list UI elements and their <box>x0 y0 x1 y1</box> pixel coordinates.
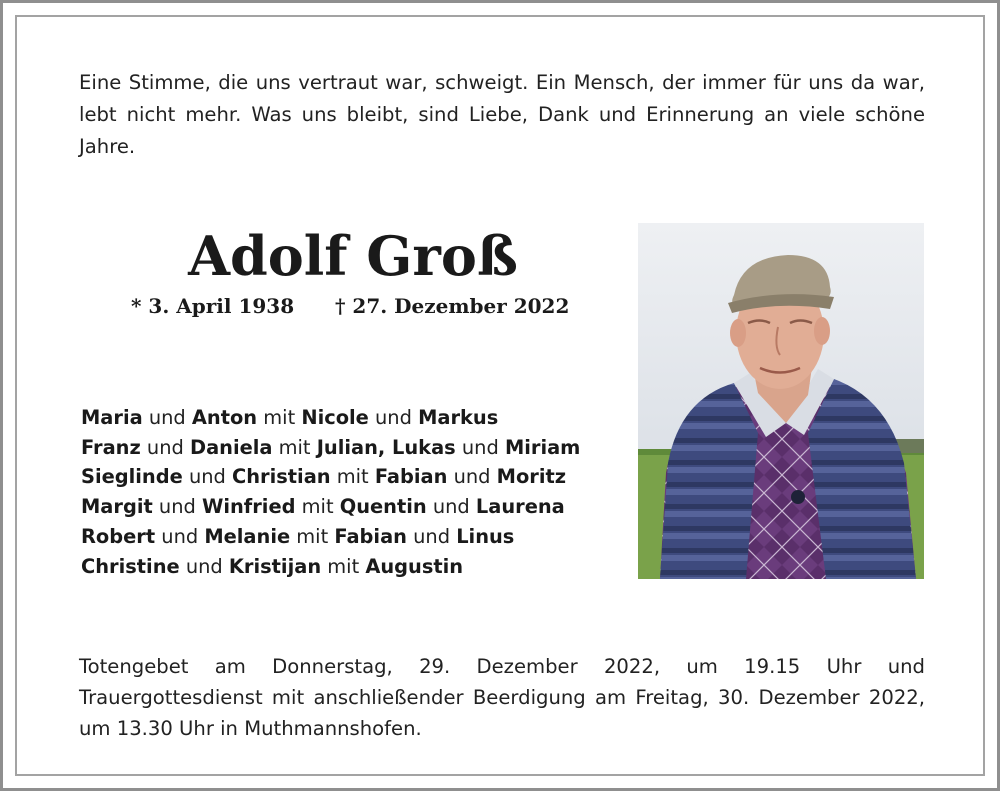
family-name: Augustin <box>365 554 464 578</box>
obituary-card <box>3 3 997 788</box>
family-name: Moritz <box>496 465 567 489</box>
deceased-name: Adolf Groß <box>188 224 518 288</box>
family-connector: und <box>368 406 419 429</box>
family-connector: mit <box>257 406 302 429</box>
family-connector: und <box>140 435 190 459</box>
family-name: Winfried <box>201 495 296 519</box>
family-name: Robert <box>81 524 156 548</box>
family-list <box>81 403 621 581</box>
family-name: Fabian <box>334 524 407 548</box>
family-name: Daniela <box>189 435 273 459</box>
family-connector: und <box>455 435 505 459</box>
family-connector: mit <box>290 524 335 548</box>
family-connector: mit <box>295 495 340 519</box>
family-row <box>81 462 621 492</box>
family-connector: und <box>447 465 497 489</box>
family-name: Kristijan <box>228 554 322 578</box>
family-name: Laurena <box>475 495 565 519</box>
family-row <box>81 403 621 433</box>
family-name: Julian, Lukas <box>316 435 456 459</box>
family-connector: und <box>152 495 202 519</box>
family-connector: und <box>179 554 229 578</box>
family-name: Miriam <box>504 435 581 459</box>
service-text: Totengebet am Donnerstag, 29. Dezember 2022, um 19.15 Uhr und Trauergottesdienst mit anschließender Beerdigung am Freitag, 30. Dezember 2022, um 13.30 Uhr in Muthmannshofen. <box>79 655 925 740</box>
family-name: Christian <box>232 465 331 489</box>
death-date: † 27. Dezember 2022 <box>335 294 570 318</box>
family-row <box>81 433 621 463</box>
family-name: Quentin <box>339 495 427 519</box>
family-connector: und <box>155 524 205 548</box>
family-connector: und <box>182 465 232 489</box>
family-name: Fabian <box>374 465 448 489</box>
family-connector: mit <box>321 554 366 578</box>
family-name: Margit <box>81 495 153 519</box>
family-connector: und <box>426 495 476 519</box>
family-row <box>81 552 621 582</box>
family-name: Melanie <box>204 524 291 548</box>
family-row <box>81 492 621 522</box>
family-name: Markus <box>418 406 499 429</box>
portrait-illustration <box>638 223 924 579</box>
family-name: Anton <box>191 406 258 429</box>
family-name: Christine <box>81 554 180 578</box>
family-name: Maria <box>81 406 143 429</box>
intro-text: Eine Stimme, die uns vertraut war, schweigt. Ein Mensch, der immer für uns da war, lebt nicht mehr. Was uns bleibt, sind Liebe, Dank und Erinnerung an viele schöne Jahre. <box>79 71 925 158</box>
birth-date: * 3. April 1938 <box>131 294 295 318</box>
family-name: Nicole <box>301 406 369 429</box>
family-name: Sieglinde <box>81 465 183 489</box>
family-row <box>81 522 621 552</box>
family-connector: mit <box>272 435 317 459</box>
family-connector: und <box>406 524 457 548</box>
portrait-photo <box>638 223 924 579</box>
family-connector: und <box>142 406 192 429</box>
family-connector: mit <box>330 465 375 489</box>
family-name: Linus <box>456 524 515 548</box>
family-name: Franz <box>81 435 141 459</box>
